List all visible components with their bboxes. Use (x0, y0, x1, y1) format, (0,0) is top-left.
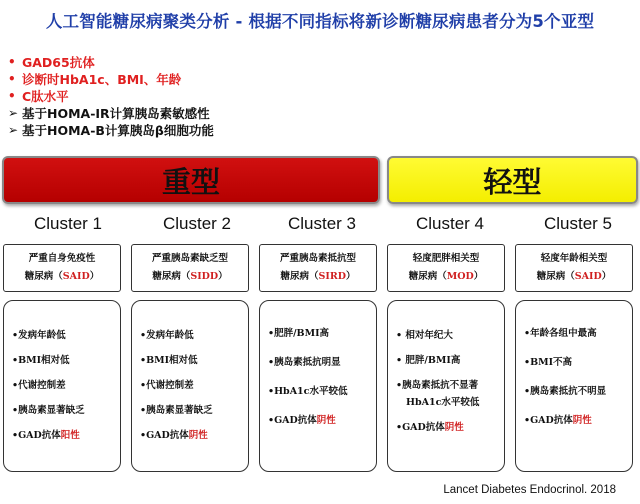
cluster-2-details (131, 300, 249, 472)
subtype-abbr: SIRD (318, 271, 346, 282)
cluster-1-subtype (3, 244, 121, 292)
subtype-abbr: MOD (446, 271, 474, 282)
subtype-prefix: 糖尿病（ (408, 271, 447, 282)
antibody-status: 阴性 (444, 422, 464, 433)
detail-text: •胰岛素抵抗明显 (268, 357, 341, 368)
detail-item (396, 327, 498, 341)
detail-text: •胰岛素显著缺乏 (140, 405, 213, 416)
subtype-abbr: SAID (574, 271, 602, 282)
detail-text: •年龄各组中最高 (524, 328, 597, 339)
detail-text: •胰岛素抵抗不显著 (396, 380, 479, 391)
subtype-suffix: ） (345, 271, 356, 282)
cluster-5-subtype (515, 244, 633, 292)
criteria-item (8, 105, 388, 122)
detail-item (396, 394, 498, 408)
subtype-suffix: ） (89, 271, 100, 282)
bullet-icon: • (8, 55, 16, 69)
detail-text: •代谢控制差 (140, 380, 194, 391)
detail-item (12, 352, 114, 366)
subtype-line (409, 268, 484, 286)
detail-text: •胰岛素抵抗不明显 (524, 386, 607, 397)
detail-text: •GAD抗体 (140, 430, 189, 441)
detail-item (140, 402, 242, 416)
cluster-2-subtype (131, 244, 249, 292)
detail-item (12, 402, 114, 416)
cluster-3-details (259, 300, 377, 472)
criteria-text: 诊断时HbA1c、BMI、年龄 (22, 72, 182, 87)
subtype-line: 轻度年龄相关型 (540, 253, 608, 264)
detail-text: • 相对年纪大 (396, 330, 453, 341)
detail-item (396, 377, 498, 391)
detail-text: •BMI相对低 (12, 355, 70, 366)
detail-text: •GAD抗体 (396, 422, 445, 433)
subtype-line: 严重自身免疫性 (28, 253, 96, 264)
cluster-1-name: Cluster 1 (33, 214, 103, 233)
detail-item (524, 325, 626, 339)
detail-item (524, 412, 626, 426)
subtype-line (152, 268, 227, 286)
subtype-abbr: SAID (62, 271, 90, 282)
criteria-text: GAD65抗体 (22, 55, 95, 70)
criteria-list (8, 54, 388, 139)
bullet-icon: • (8, 89, 16, 103)
criteria-item (8, 122, 388, 139)
bullet-icon: • (8, 72, 16, 86)
detail-item (268, 412, 370, 426)
detail-item (12, 427, 114, 441)
subtype-line (537, 268, 611, 286)
detail-item (524, 354, 626, 368)
arrow-bullet-icon: ➢ (8, 123, 19, 137)
subtype-suffix: ） (473, 271, 484, 282)
detail-item (268, 354, 370, 368)
detail-text: •BMI相对低 (140, 355, 198, 366)
subtype-line: 严重胰岛素抵抗型 (279, 253, 356, 264)
detail-item (396, 352, 498, 366)
criteria-item (8, 88, 388, 105)
criteria-text: 基于HOMA-B计算胰岛β细胞功能 (22, 123, 214, 138)
subtype-prefix: 糖尿病（ (280, 271, 319, 282)
detail-text: •BMI不高 (524, 357, 573, 368)
detail-item (12, 327, 114, 341)
subtype-line (281, 268, 356, 286)
mild-type-banner: 轻型 (387, 156, 638, 204)
detail-item (140, 352, 242, 366)
detail-text: • 肥胖/BMI高 (396, 355, 461, 366)
criteria-text: C肽水平 (22, 89, 69, 104)
detail-text: •胰岛素显著缺乏 (12, 405, 85, 416)
cluster-5-name: Cluster 5 (543, 214, 613, 233)
subtype-suffix: ） (601, 271, 612, 282)
detail-item (268, 383, 370, 397)
arrow-bullet-icon: ➢ (8, 106, 19, 120)
detail-text: •发病年龄低 (140, 330, 194, 341)
subtype-abbr: SIDD (190, 271, 219, 282)
cluster-3-name: Cluster 3 (287, 214, 357, 233)
detail-item (396, 419, 498, 433)
subtype-suffix: ） (218, 271, 228, 282)
cluster-4-subtype (387, 244, 505, 292)
detail-text: •肥胖/BMI高 (268, 328, 330, 339)
subtype-prefix: 糖尿病（ (536, 271, 575, 282)
detail-text: •GAD抗体 (524, 415, 573, 426)
cluster-1-details (3, 300, 121, 472)
criteria-item (8, 71, 388, 88)
detail-item (268, 325, 370, 339)
detail-text: •代谢控制差 (12, 380, 66, 391)
cluster-5-details (515, 300, 633, 472)
detail-item (140, 377, 242, 391)
subtype-line: 严重胰岛素缺乏型 (151, 253, 228, 264)
detail-text: HbA1c水平较低 (406, 397, 480, 408)
detail-text: •GAD抗体 (268, 415, 317, 426)
antibody-status: 阴性 (188, 430, 208, 441)
subtype-line (25, 268, 99, 286)
detail-item (140, 427, 242, 441)
cluster-3-subtype (259, 244, 377, 292)
cluster-4-details (387, 300, 505, 472)
antibody-status: 阴性 (316, 415, 336, 426)
subtype-line: 轻度肥胖相关型 (412, 253, 480, 264)
criteria-text: 基于HOMA-IR计算胰岛素敏感性 (22, 106, 210, 121)
subtype-prefix: 糖尿病（ (152, 271, 191, 282)
criteria-item (8, 54, 388, 71)
subtype-prefix: 糖尿病（ (24, 271, 63, 282)
citation: Lancet Diabetes Endocrinol. 2018 (443, 484, 616, 496)
severe-type-banner: 重型 (2, 156, 380, 204)
detail-item (524, 383, 626, 397)
antibody-status: 阳性 (60, 430, 80, 441)
detail-item (140, 327, 242, 341)
cluster-4-name: Cluster 4 (415, 214, 485, 233)
detail-text: •GAD抗体 (12, 430, 61, 441)
slide-title: 人工智能糖尿病聚类分析 - 根据不同指标将新诊断糖尿病患者分为5个亚型 (45, 12, 595, 31)
detail-text: •HbA1c水平较低 (268, 386, 348, 397)
antibody-status: 阴性 (572, 415, 592, 426)
detail-text: •发病年龄低 (12, 330, 66, 341)
cluster-2-name: Cluster 2 (162, 214, 232, 233)
detail-item (12, 377, 114, 391)
